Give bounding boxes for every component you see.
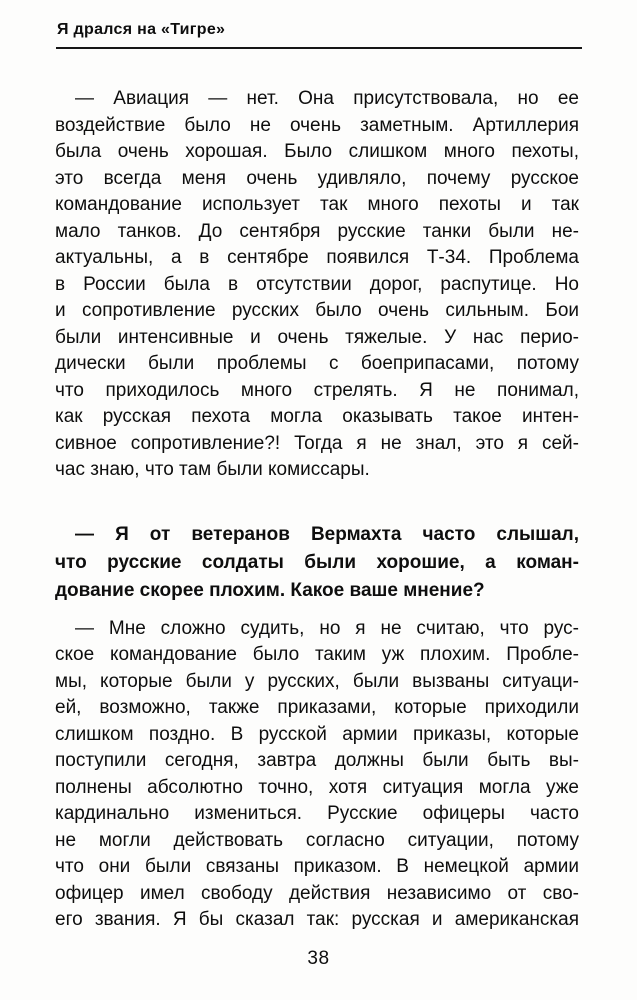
text-line: ей, возможно, также приказами, которые приходили xyxy=(55,697,579,718)
question-paragraph xyxy=(55,521,579,605)
text-line: была очень хорошая. Было слишком много пехоты, xyxy=(55,141,579,162)
page-body xyxy=(55,86,579,934)
text-line: — Я от ветеранов Вермахта часто слышал, xyxy=(75,523,579,545)
text-line: ское командование было таким уж плохим. Пробле- xyxy=(55,644,579,665)
text-line: — Авиация — нет. Она присутствовала, но ее xyxy=(75,88,579,109)
running-header: Я дрался на «Тигре» xyxy=(57,21,226,38)
text-line: мало танков. До сентября русские танки были не- xyxy=(55,220,579,242)
page-number: 38 xyxy=(307,948,330,969)
text-line: мы, которые были у русских, были вызваны ситуаци- xyxy=(55,670,579,692)
text-line: актуальны, а в сентябре появился Т-34. Проблема xyxy=(55,247,579,268)
text-line: что русские солдаты были хорошие, а коман- xyxy=(55,551,579,573)
text-line: дически были проблемы с боеприпасами, потому xyxy=(55,353,579,374)
text-line: полнены абсолютно точно, хотя ситуация могла уже xyxy=(55,776,579,798)
text-line: в России была в отсутствии дорог, распутице. Но xyxy=(55,273,579,295)
text-line: и сопротивление русских было очень сильным. Бои xyxy=(55,300,579,321)
text-line: час знаю, что там были комиссары. xyxy=(55,459,370,480)
text-line: что они были связаны приказом. В немецкой армии xyxy=(55,856,579,877)
answer-paragraph xyxy=(55,616,579,934)
answer-paragraph xyxy=(55,86,579,484)
text-line: дование скорее плохим. Какое ваше мнение? xyxy=(55,579,485,601)
text-line: что приходилось много стрелять. Я не понимал, xyxy=(55,379,579,401)
text-line: поступили сегодня, завтра должны были быть вы- xyxy=(55,750,579,771)
header-rule xyxy=(56,47,582,49)
text-line: слишком поздно. В русской армии приказы, которые xyxy=(55,723,579,745)
text-line: офицер имел свободу действия независимо от сво- xyxy=(55,882,579,904)
text-line: это всегда меня очень удивляло, почему русское xyxy=(55,167,579,189)
text-line: сивное сопротивление?! Тогда я не знал, это я сей- xyxy=(55,432,579,454)
text-line: были интенсивные и очень тяжелые. У нас перио- xyxy=(55,326,579,348)
text-line: — Мне сложно судить, но я не считаю, что рус- xyxy=(75,617,579,639)
text-line: не могли действовать согласно ситуации, потому xyxy=(55,829,579,851)
text-line: как русская пехота могла оказывать такое интен- xyxy=(55,406,579,427)
text-line: кардинально измениться. Русские офицеры часто xyxy=(55,803,579,824)
text-line: командование использует так много пехоты и так xyxy=(55,194,579,215)
text-line: воздействие было не очень заметным. Артиллерия xyxy=(55,114,579,136)
text-line: его звания. Я бы сказал так: русская и американская xyxy=(55,909,579,930)
